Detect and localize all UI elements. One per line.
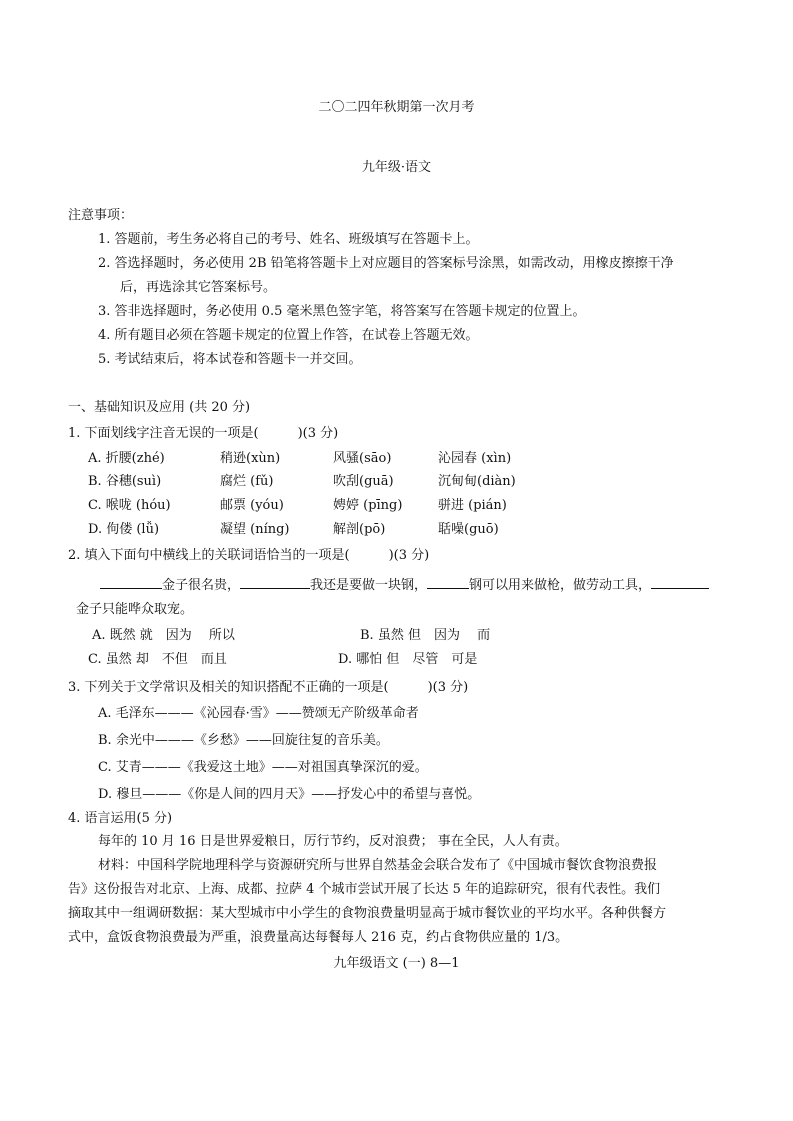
q1-option: 娉婷 (pīng) — [333, 498, 403, 513]
q1-option: 沉甸甸(diàn) — [438, 474, 516, 489]
q1-option: D. 佝偻 (lǚ) — [88, 522, 160, 537]
section-title: 一、基础知识及应用 (共 20 分) — [68, 400, 251, 415]
q2-option: A. 既然 就 因为 所以 — [92, 628, 235, 643]
q4-material-line: 式中，盒饭食物浪费最为严重，浪费量高达每餐每人 216 克，约占食物供应量的 1/3。 — [68, 930, 569, 945]
notice-heading: 注意事项： — [68, 208, 134, 223]
q1-option: 风骚(sāo) — [333, 451, 392, 466]
q3-option: B. 余光中———《乡愁》——回旋往复的音乐美。 — [98, 733, 389, 748]
subject-title: 九年级·语文 — [361, 160, 432, 175]
notice-item: 4. 所有题目必须在答题卡规定的位置上作答，在试卷上答题无效。 — [98, 328, 479, 343]
question-4-stem: 4. 语言运用(5 分) — [68, 811, 173, 826]
question-2-stem: 2. 填入下面句中横线上的关联词语恰当的一项是( )(3 分) — [68, 548, 430, 563]
q4-intro: 每年的 10 月 16 日是世界爱粮日，厉行节约，反对浪费； 事在全民，人人有责。 — [98, 834, 568, 849]
answer-blank — [427, 576, 469, 589]
q1-option: 邮票 (yóu) — [220, 498, 284, 513]
q4-material-line: 材料：中国科学院地理科学与资源研究所与世界自然基金会联合发布了《中国城市餐饮食物浪费报 — [98, 858, 658, 873]
q1-option: 吹刮(guā) — [333, 474, 394, 489]
q1-option: 骈进 (pián) — [438, 498, 507, 513]
q1-option: 聒噪(guō) — [438, 522, 499, 537]
q1-option: 凝望 (níng) — [220, 522, 290, 537]
q2-fragment: 我还是要做一块钢， — [310, 578, 428, 593]
q1-option: A. 折腰(zhé) — [88, 451, 165, 466]
question-3-stem: 3. 下列关于文学常识及相关的知识搭配不正确的一项是( )(3 分) — [68, 680, 469, 695]
q2-option: D. 哪怕 但 尽管 可是 — [338, 652, 478, 667]
q3-option: A. 毛泽东———《沁园春·雪》——赞颂无产阶级革命者 — [98, 706, 419, 721]
answer-blank — [651, 576, 709, 589]
q1-option: 沁园春 (xìn) — [438, 451, 512, 466]
notice-item: 3. 答非选择题时，务必使用 0.5 毫米黑色签字笔，将答案写在答题卡规定的位置上。 — [98, 304, 586, 319]
q2-option: C. 虽然 却 不但 而且 — [88, 652, 227, 667]
notice-item: 5. 考试结束后，将本试卷和答题卡一并交回。 — [98, 352, 362, 367]
q3-option: D. 穆旦———《你是人间的四月天》——抒发心中的希望与喜悦。 — [98, 787, 481, 802]
notice-item: 1. 答题前，考生务必将自己的考号、姓名、班级填写在答题卡上。 — [98, 232, 479, 247]
q2-option: B. 虽然 但 因为 而 — [360, 628, 491, 643]
q1-row-b — [0, 474, 793, 490]
q1-option: B. 谷穗(suì) — [88, 474, 162, 489]
q1-option: C. 喉咙 (hóu) — [88, 498, 171, 513]
question-1-stem: 1. 下面划线字注音无误的一项是( )(3 分) — [68, 426, 339, 441]
q1-option: 解剖(pō) — [333, 522, 386, 537]
exam-title: 二〇二四年秋期第一次月考 — [318, 100, 475, 115]
q4-material-line: 告》这份报告对北京、上海、成都、拉萨 4 个城市尝试开展了长达 5 年的追踪研究，很有代表性。我们 — [68, 882, 661, 897]
q1-option: 腐烂 (fǔ) — [220, 474, 274, 489]
q1-row-c — [0, 498, 793, 514]
q2-sentence-continuation: 金子只能哗众取宠。 — [76, 602, 194, 617]
q3-option: C. 艾青———《我爱这土地》——对祖国真挚深沉的爱。 — [98, 760, 428, 775]
q4-material-line: 摘取其中一组调研数据：某大型城市中小学生的食物浪费量明显高于城市餐饮业的平均水平。各种供餐方 — [68, 906, 667, 921]
q2-fragment: 钢可以用来做枪，做劳动工具， — [469, 578, 652, 593]
q1-row-a — [0, 451, 793, 467]
page-footer: 九年级语文 (一) 8—1 — [333, 956, 460, 971]
notice-item: 2. 答选择题时，务必使用 2B 铅笔将答题卡上对应题目的答案标号涂黑，如需改动，用橡皮擦擦干净 — [98, 256, 674, 271]
answer-blank — [100, 576, 162, 589]
q1-row-d — [0, 522, 793, 538]
answer-blank — [240, 576, 310, 589]
q2-fragment: 金子很名贵， — [162, 578, 241, 593]
q1-option: 稍逊(xùn) — [220, 451, 281, 466]
notice-item-continuation: 后，再选涂其它答案标号。 — [120, 280, 277, 295]
q2-sentence-line — [100, 576, 709, 594]
